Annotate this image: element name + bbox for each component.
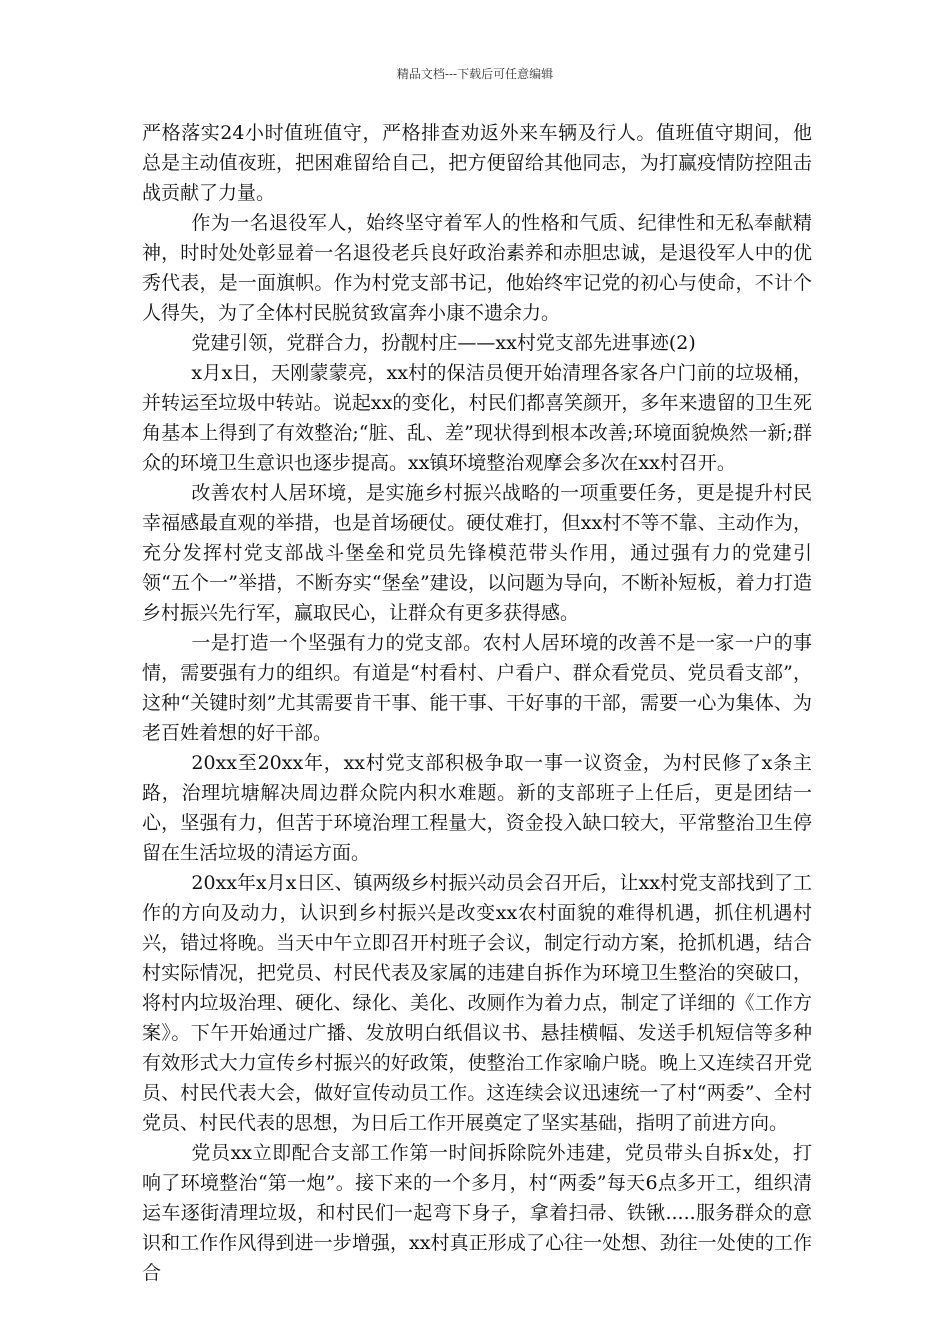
- paragraph: x月x日，天刚蒙蒙亮，xx村的保洁员便开始清理各家各户门前的垃圾桶，并转运至垃圾中转站。说起xx的变化，村民们都喜笑颜开，多年来遗留的卫生死角基本上得到了有效整治;“脏、乱、差”现状得到根本改善;环境面貌焕然一新;群众的环境卫生意识也逐步提高。xx镇环境整治观摩会多次在xx村召开。: [142, 362, 812, 474]
- paragraph: 一是打造一个坚强有力的党支部。农村人居环境的改善不是一家一户的事情，需要强有力的组织。有道是“村看村、户看户、群众看党员、党员看支部”，这种“关键时刻”尤其需要肯干事、能干事、干好事的干部，需要一心为集体、为老百姓着想的好干部。: [142, 632, 812, 744]
- paragraph: 20xx至20xx年，xx村党支部积极争取一事一议资金，为村民修了x条主路，治理坑塘解决周边群众院内积水难题。新的支部班子上任后，更是团结一心，坚强有力，但苦于环境治理工程量大，资金投入缺口较大，平常整治卫生停留在生活垃圾的清运方面。: [142, 752, 812, 864]
- document-body: [142, 118, 812, 1288]
- paragraph: 作为一名退役军人，始终坚守着军人的性格和气质、纪律性和无私奉献精神，时时处处彰显着一名退役老兵良好政治素养和赤胆忠诚，是退役军人中的优秀代表，是一面旗帜。作为村党支部书记，他始终牢记党的初心与使命，不计个人得失，为了全体村民脱贫致富奔小康不遗余力。: [142, 212, 812, 324]
- paragraph: 党员xx立即配合支部工作第一时间拆除院外违建，党员带头自拆x处，打响了环境整治“第一炮”。接下来的一个多月，村“两委”每天6点多开工，组织清运车逐街清理垃圾，和村民们一起弯下身子，拿着扫帚、铁锹.....服务群众的意识和工作作风得到进一步增强，xx村真正形成了心往一处想、劲往一处使的工作合: [142, 1142, 812, 1284]
- paragraph: 改善农村人居环境，是实施乡村振兴战略的一项重要任务，更是提升村民幸福感最直观的举措，也是首场硬仗。硬仗难打，但xx村不等不靠、主动作为，充分发挥村党支部战斗堡垒和党员先锋模范带头作用，通过强有力的党建引领“五个一”举措，不断夯实“堡垒”建设，以问题为导向，不断补短板，着力打造乡村振兴先行军，赢取民心，让群众有更多获得感。: [142, 482, 812, 624]
- paragraph: 20xx年x月x日区、镇两级乡村振兴动员会召开后，让xx村党支部找到了工作的方向及动力，认识到乡村振兴是改变xx农村面貌的难得机遇，抓住机遇村兴，错过将晚。当天中午立即召开村班子会议，制定行动方案，抢抓机遇，结合村实际情况，把党员、村民代表及家属的违建自拆作为环境卫生整治的突破口，将村内垃圾治理、硬化、绿化、美化、改厕作为着力点，制定了详细的《工作方案》。下午开始通过广播、发放明白纸倡议书、悬挂横幅、发送手机短信等多种有效形式大力宣传乡村振兴的好政策，使整治工作家喻户晓。晚上又连续召开党员、村民代表大会，做好宣传动员工作。这连续会议迅速统一了村“两委”、全村党员、村民代表的思想，为日后工作开展奠定了坚实基础，指明了前进方向。: [142, 872, 812, 1134]
- paragraph: 严格落实24小时值班值守，严格排查劝返外来车辆及行人。值班值守期间，他总是主动值夜班，把困难留给自己，把方便留给其他同志，为打赢疫情防控阻击战贡献了力量。: [142, 122, 812, 204]
- section-heading: 党建引领，党群合力，扮靓村庄——xx村党支部先进事迹(2): [191, 332, 696, 354]
- page-header: 精品文档---下载后可任意编辑: [396, 67, 554, 81]
